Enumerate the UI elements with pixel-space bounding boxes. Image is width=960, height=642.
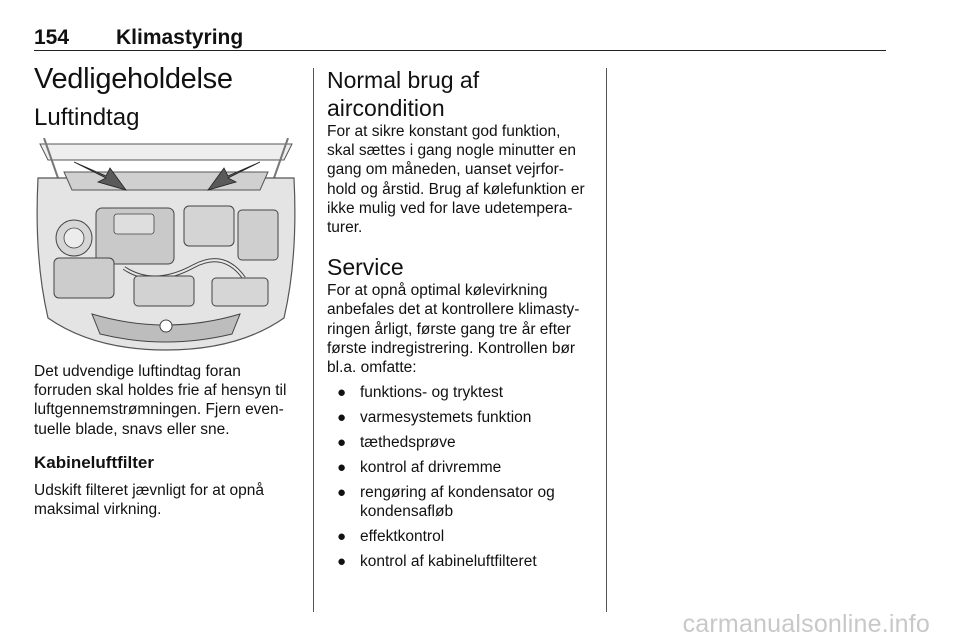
text-line: For at sikre konstant god funktion, xyxy=(327,123,561,140)
text-line: ringen årligt, første gang tre år efter xyxy=(327,320,571,338)
list-item-text: funktions- og tryktest xyxy=(360,384,504,402)
list-item xyxy=(327,458,602,477)
column-divider-1 xyxy=(313,68,314,612)
section-title: Vedligeholdelse xyxy=(34,63,233,95)
aircon-title: Normal brug af aircondition xyxy=(327,67,480,121)
bullet-icon: ● xyxy=(337,434,347,452)
text-line: Udskift filteret jævnligt for at opnå xyxy=(34,481,265,499)
watermark: carmanualsonline.info xyxy=(682,610,930,638)
text-line: bl.a. omfatte: xyxy=(327,359,417,377)
text-line: hold og årstid. Brug af kølefunktion er xyxy=(327,180,585,198)
bullet-icon: ● xyxy=(337,528,347,546)
list-item xyxy=(327,383,602,402)
cabin-filter-paragraph xyxy=(34,481,304,519)
text-line: turer. xyxy=(327,219,363,237)
text-line: gang om måneden, uanset vejrfor- xyxy=(327,161,564,179)
text-line: Det udvendige luftindtag foran xyxy=(34,363,241,380)
text-line: For at opnå optimal kølevirkning xyxy=(327,282,548,300)
chapter-title: Klimastyring xyxy=(116,26,244,49)
service-paragraph xyxy=(327,281,602,377)
text-line: maksimal virkning. xyxy=(34,501,162,519)
text-line: forruden skal holdes frie af hensyn til xyxy=(34,382,287,400)
column-divider-2 xyxy=(606,68,607,612)
bullet-icon: ● xyxy=(337,553,347,571)
bullet-icon: ● xyxy=(337,484,347,502)
subsection-title: Luftindtag xyxy=(34,104,140,131)
list-item-text: tæthedsprøve xyxy=(360,434,456,452)
bullet-icon: ● xyxy=(337,384,347,402)
bullet-icon: ● xyxy=(337,459,347,477)
cabin-filter-heading: Kabineluftfilter xyxy=(34,452,154,472)
list-item xyxy=(327,483,602,521)
page-header xyxy=(34,24,886,51)
list-item-text: kondensafløb xyxy=(360,503,454,521)
list-item-text: varmesystemets funktion xyxy=(360,409,532,427)
text-line: luftgennemstrømningen. Fjern even- xyxy=(34,401,284,419)
left-column-text xyxy=(34,362,304,519)
service-checklist xyxy=(327,383,602,571)
list-item xyxy=(327,433,602,452)
aircon-paragraph xyxy=(327,122,602,237)
service-title: Service xyxy=(327,254,404,281)
list-item xyxy=(327,408,602,427)
text-line: skal sættes i gang nogle minutter en xyxy=(327,142,576,160)
list-item xyxy=(327,527,602,546)
left-column xyxy=(34,63,304,132)
list-item-text: kontrol af drivremme xyxy=(360,459,502,477)
text-line: ikke mulig ved for lave udetempera- xyxy=(327,199,573,217)
list-item-text: kontrol af kabineluftfilteret xyxy=(360,553,537,571)
list-item-text: rengøring af kondensator og xyxy=(360,484,555,502)
text-line: tuelle blade, snavs eller sne. xyxy=(34,420,230,438)
air-intake-paragraph xyxy=(34,362,304,439)
text-line: første indregistrering. Kontrollen bør xyxy=(327,339,576,357)
bullet-icon: ● xyxy=(337,409,347,427)
list-item-text: effektkontrol xyxy=(360,528,445,546)
list-item xyxy=(327,552,602,571)
engine-bay-illustration-icon xyxy=(34,138,298,352)
text-line: anbefales det at kontrollere klimasty- xyxy=(327,301,580,319)
page-number: 154 xyxy=(34,26,70,49)
middle-column xyxy=(327,66,602,577)
